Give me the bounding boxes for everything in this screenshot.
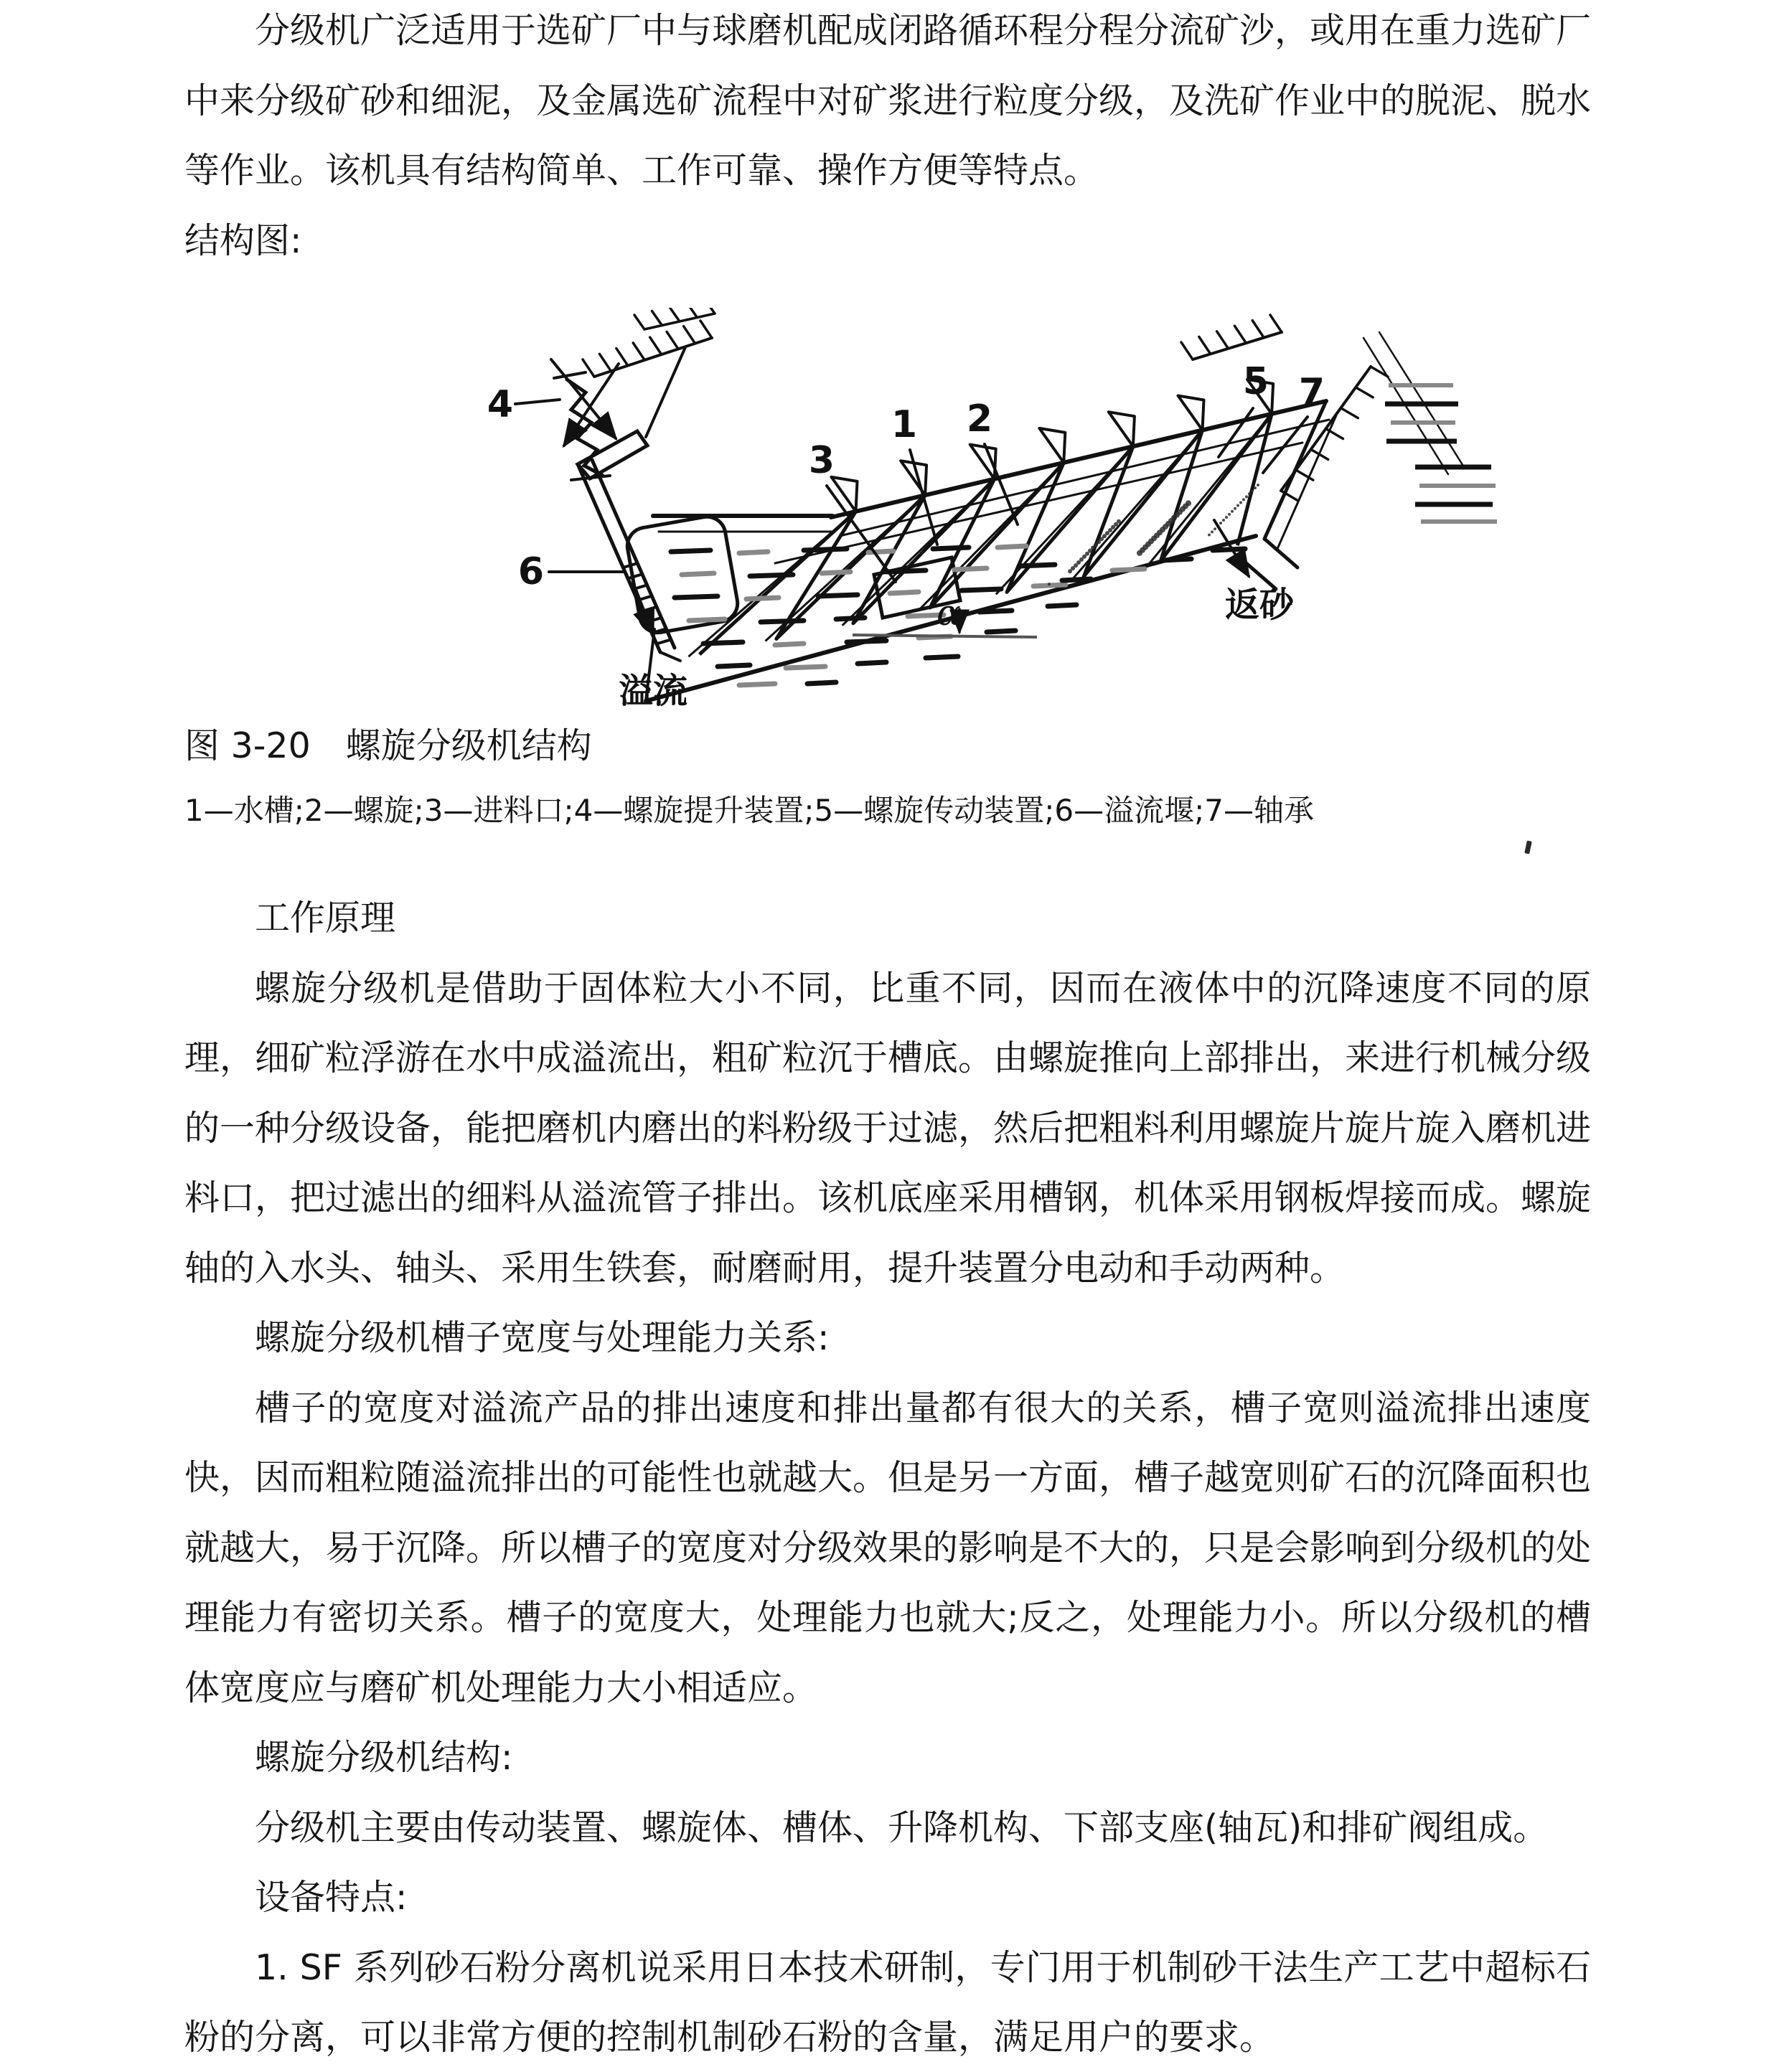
diagram-label-3: 3 — [808, 439, 835, 482]
intro-paragraph: 分级机广泛适用于选矿厂中与球磨机配成闭路循环程分程分流矿沙，或用在重力选矿厂中来分级矿砂和细泥，及金属选矿流程中对矿浆进行粒度分级，及洗矿作业中的脱泥、脱水等作业。该机具有结构简单、工作可靠、操作方便等特点。 — [184, 10, 1592, 191]
width-relation-heading: 螺旋分级机槽子宽度与处理能力关系: — [255, 1317, 830, 1358]
return-sand-label: 返砂 — [1224, 585, 1295, 625]
figure-diagram — [184, 276, 1591, 711]
classifier-structure-heading: 螺旋分级机结构: — [255, 1737, 513, 1778]
text-column — [184, 0, 1591, 2072]
structure-figure-heading: 结构图: — [184, 220, 302, 261]
working-principle-heading: 工作原理 — [255, 898, 396, 938]
diagram-label-7: 7 — [1298, 371, 1325, 414]
overflow-label: 溢流 — [618, 671, 688, 711]
diagram-label-1: 1 — [891, 403, 918, 446]
spiral-classifier-diagram — [431, 308, 1521, 711]
feature-item-1: 1. SF 系列砂石粉分离机说采用日本技术研制，专门用于机制砂干法生产工艺中超标石粉的分离，可以非常方便的控制机制砂石粉的含量，满足用户的要求。 — [184, 1946, 1591, 2058]
width-relation-paragraph: 槽子的宽度对溢流产品的排出速度和排出量都有很大的关系，槽子宽则溢流排出速度快，因而粗粒随溢流排出的可能性也就越大。但是另一方面，槽子越宽则矿石的沉降面积也就越大，易于沉降。所以槽子的宽度对分级效果的影响是不大的，只是会影响到分级机的处理能力有密切关系。槽子的宽度大，处理能力也就大;反之，处理能力小。所以分级机的槽体宽度应与磨矿机处理能力大小相适应。 — [184, 1387, 1592, 1708]
figure-legend: 1—水槽;2—螺旋;3—进料口;4—螺旋提升装置;5—螺旋传动装置;6—溢流堰;7—轴承 — [184, 792, 1314, 828]
spiral-lifting-device — [551, 347, 685, 480]
diagram-label-5: 5 — [1242, 360, 1269, 403]
classifier-structure-paragraph: 分级机主要由传动装置、螺旋体、槽体、升降机构、下部支座(轴瓦)和排矿阀组成。 — [255, 1807, 1549, 1848]
diagram-label-4: 4 — [487, 383, 514, 426]
hatching-top-left — [583, 308, 715, 377]
working-principle-paragraph: 螺旋分级机是借助于固体粒大小不同，比重不同，因而在液体中的沉降速度不同的原理，细矿粒浮游在水中成溢流出，粗矿粒沉于槽底。由螺旋推向上部排出，来进行机械分级的一种分级设备，能把磨机内磨出的料粉级于过滤，然后把粗料利用螺旋片旋片旋入磨机进料口，把过滤出的细料从溢流管子排出。该机底座采用槽钢，机体采用钢板焊接而成。螺旋轴的入水头、轴头、采用生铁套，耐磨耐用，提升装置分电动和手动两种。 — [184, 967, 1592, 1289]
diagram-label-2: 2 — [966, 397, 993, 441]
diagram-label-6: 6 — [517, 550, 545, 593]
figure-caption: 图 3-20 螺旋分级机结构 — [184, 725, 592, 766]
features-heading: 设备特点: — [255, 1877, 408, 1918]
angle-alpha-label: α — [937, 592, 961, 634]
hatching-right-support — [1181, 315, 1497, 522]
